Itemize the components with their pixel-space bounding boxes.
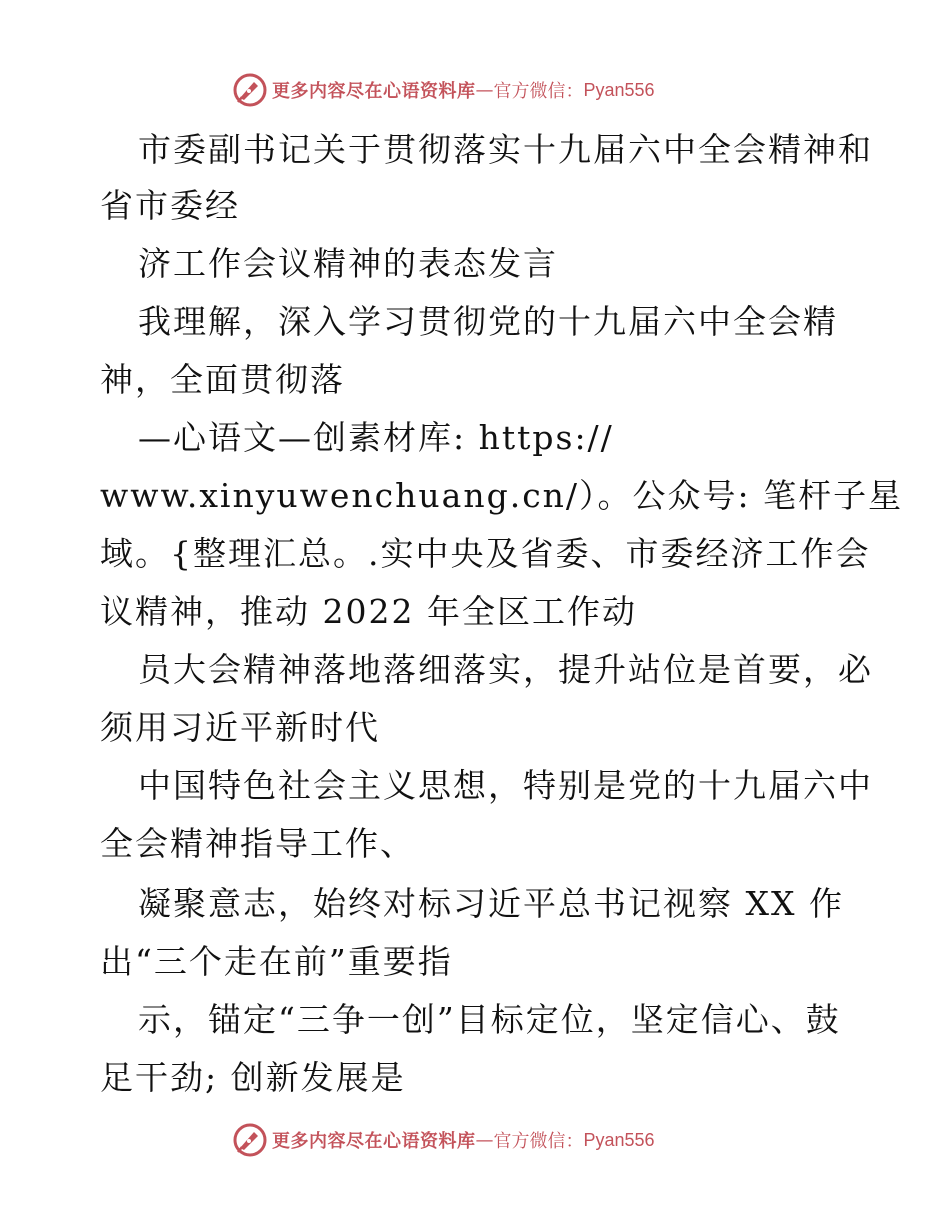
text-line: 全会精神指导工作、: [100, 824, 415, 863]
watermark-wechat-id: Pyan556: [583, 79, 655, 100]
text-line: —心语文—创素材库: https://: [138, 418, 614, 457]
text-line: 出“三个走在前”重要指: [100, 942, 453, 981]
text-line: 须用习近平新时代: [100, 708, 380, 747]
text-line: 示，锚定“三争一创”目标定位，坚定信心、鼓: [138, 1000, 841, 1039]
watermark-dash: —: [475, 79, 494, 101]
text-line: 中国特色社会主义思想，特别是党的十九届六中: [138, 766, 873, 805]
text-line: 省市委经: [100, 186, 240, 225]
text-line: 神，全面贯彻落: [100, 360, 345, 399]
watermark-text: 更多内容尽在心语资料库: [272, 1131, 476, 1152]
footer-watermark: [0, 1120, 950, 1160]
text-line: 我理解，深入学习贯彻党的十九届六中全会精: [138, 302, 838, 341]
text-line: 市委副书记关于贯彻落实十九届六中全会精神和: [138, 130, 873, 169]
text-line: 议精神，推动 2022 年全区工作动: [100, 592, 637, 631]
text-line: 足干劲; 创新发展是: [100, 1058, 406, 1097]
text-line: 凝聚意志，始终对标习近平总书记视察 XX 作: [138, 884, 844, 923]
watermark-dash: —: [475, 1129, 494, 1151]
text-line: 济工作会议精神的表态发言: [138, 244, 558, 283]
pen-nib-logo-icon: [232, 1122, 268, 1158]
text-line: 员大会精神落地落细落实，提升站位是首要，必: [138, 650, 873, 689]
watermark-wechat-label: 官方微信：: [493, 1131, 584, 1152]
watermark-text: 更多内容尽在心语资料库: [272, 81, 476, 102]
watermark-wechat-label: 官方微信：: [493, 81, 584, 102]
text-line: www.xinyuwenchuang.cn/）。公众号: 笔杆子星: [100, 476, 904, 515]
watermark-wechat-id: Pyan556: [583, 1129, 655, 1150]
text-line: 域。{整理汇总。.实中央及省委、市委经济工作会: [100, 534, 871, 573]
